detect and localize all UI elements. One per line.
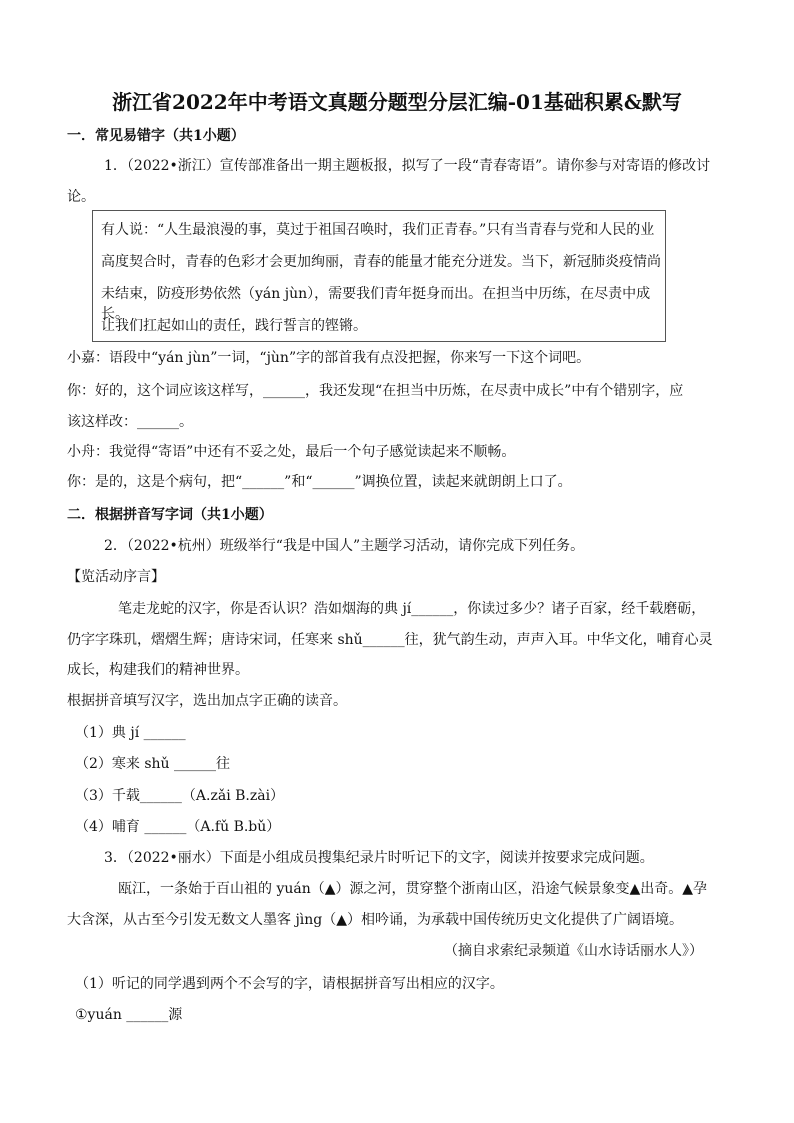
- dialogue-line: 你：是的，这是个病句，把“______”和“______”调换位置，读起来就朗朗上口了。: [67, 474, 572, 490]
- preface-line: 笔走龙蛇的汉字，你是否认识？浩如烟海的典 jí______，你读过多少？诸子百家，经千载磨砺，: [118, 601, 706, 617]
- question-3-text: 3．（2022•丽水）下面是小组成员搜集纪录片时听记下的文字，阅读并按要求完成问题。: [104, 850, 654, 866]
- dialogue-line: 小舟：我觉得“寄语”中还有不妥之处，最后一个句子感觉读起来不顺畅。: [67, 444, 516, 460]
- question-2-text: 2．（2022•杭州）班级举行“我是中国人”主题学习活动，请你完成下列任务。: [104, 538, 585, 554]
- passage-line: 大含深，从古至今引发无数文人墨客 jìng（▲）相吟诵，为承载中国传统历史文化提供了广阔语境。: [67, 912, 684, 928]
- section-heading-1: 一．常见易错字（共1小题）: [67, 128, 245, 144]
- sub-question-text: （1）听记的同学遇到两个不会写的字，请根据拼音写出相应的汉字。: [75, 976, 504, 992]
- quote-line: 有人说：“人生最浪漫的事，莫过于祖国召唤时，我们正青春。”只有当青春与党和人民的业: [101, 222, 655, 238]
- quote-line: 未结束，防疫形势依然（yán jùn），需要我们青年挺身而出。在担当中历练，在尽责中成长。: [101, 286, 651, 322]
- answer-item: （2）寒来 shǔ ______往: [75, 756, 231, 772]
- answer-item: （1）典 jí ______: [75, 725, 186, 741]
- quote-line: 让我们扛起如山的责任，践行誓言的铿锵。: [101, 318, 367, 334]
- preface-line: 成长，构建我们的精神世界。: [67, 662, 249, 678]
- section-heading-2: 二．根据拼音写字词（共1小题）: [67, 507, 273, 523]
- answer-item: （4）哺育 ______（A.fǔ B.bǔ）: [75, 819, 281, 835]
- answer-item: ①yuán ______源: [75, 1007, 183, 1023]
- activity-preface-heading: 【览活动序言】: [67, 569, 165, 585]
- instruction-text: 根据拼音填写汉字，选出加点字正确的读音。: [67, 693, 347, 709]
- dialogue-line: 该这样改：______。: [67, 414, 193, 430]
- quote-box: [92, 210, 666, 342]
- dialogue-line: 你：好的，这个词应该这样写，______，我还发现“在担当中历炼，在尽责中成长”中有个错别字，应: [67, 383, 684, 399]
- preface-line: 仍字字珠玑，熠熠生辉；唐诗宋词，任寒来 shǔ______往，犹气韵生动，声声入耳。中华文化，哺育心灵: [67, 632, 713, 648]
- answer-item: （3）千载______（A.zǎi B.zài）: [75, 788, 285, 804]
- question-1-text-cont: 论。: [67, 189, 95, 205]
- page-title: 浙江省2022年中考语文真题分题型分层汇编-01基础积累&默写: [112, 90, 682, 114]
- question-1-text: 1．（2022•浙江）宣传部准备出一期主题板报，拟写了一段“青春寄语”。请你参与对寄语的修改讨: [104, 158, 711, 174]
- dialogue-line: 小嘉：语段中“yán jùn”一词，“jùn”字的部首我有点没把握，你来写一下这个词吧。: [67, 350, 591, 366]
- quote-line: 高度契合时，青春的色彩才会更加绚丽，青春的能量才能充分迸发。当下，新冠肺炎疫情尚: [101, 254, 661, 270]
- source-citation: （摘自求索纪录频道《山水诗话丽水人》）: [444, 943, 703, 959]
- passage-line: 瓯江，一条始于百山祖的 yuán（▲）源之河，贯穿整个浙南山区，沿途气候景象变▲出奇。▲孕: [118, 881, 708, 897]
